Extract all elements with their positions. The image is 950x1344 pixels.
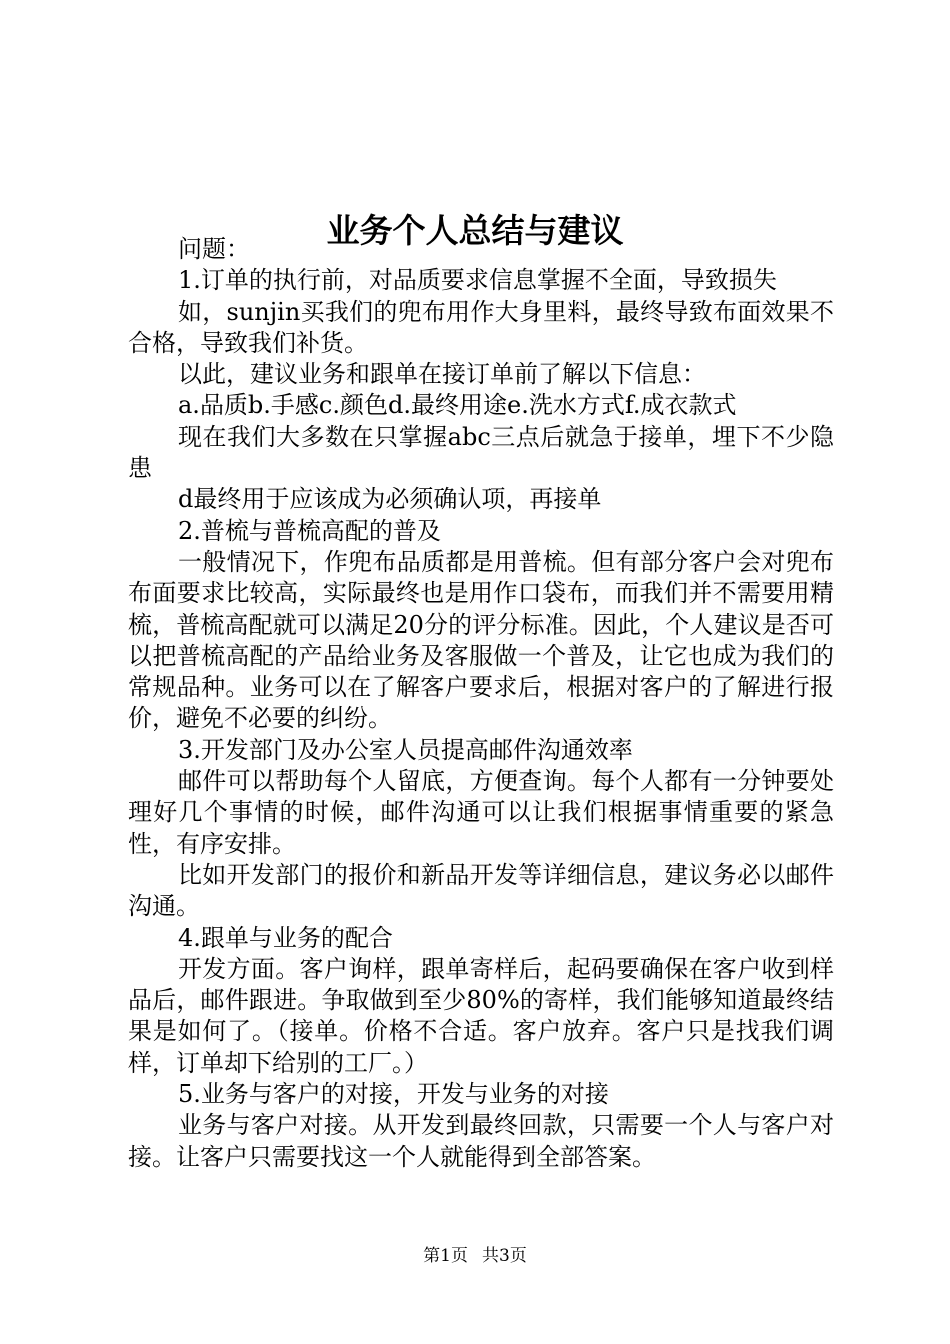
paragraph: 邮件可以帮助每个人留底，方便查询。每个人都有一分钟要处理好几个事情的时候，邮件沟通可以让我们根据事情重要的紧急性，有序安排。 <box>128 767 834 858</box>
paragraph: 比如开发部门的报价和新品开发等详细信息，建议务必以邮件沟通。 <box>128 860 834 921</box>
paragraph: 一般情况下，作兜布品质都是用普梳。但有部分客户会对兜布布面要求比较高，实际最终也是用作口袋布，而我们并不需要用精梳，普梳高配就可以满足20分的评分标准。因此，个人建议是否可以把普梳高配的产品给业务及客服做一个普及，让它也成为我们的常规品种。业务可以在了解客户要求后，根据对客户的了解进行报价，避免不必要的纠纷。 <box>128 547 834 733</box>
section-heading: 3.开发部门及办公室人员提高邮件沟通效率 <box>178 735 633 764</box>
paragraph: a.品质b.手感c.颜色d.最终用途e.洗水方式f.成衣款式 <box>178 391 737 420</box>
paragraph: 业务与客户对接。从开发到最终回款，只需要一个人与客户对接。让客户只需要找这一个人就能得到全部答案。 <box>128 1111 834 1171</box>
section-heading: 4.跟单与业务的配合 <box>178 923 393 952</box>
page-number: 第1页 <box>423 1246 468 1266</box>
page-footer <box>0 1244 950 1268</box>
paragraph: 以此，建议业务和跟单在接订单前了解以下信息： <box>178 360 706 389</box>
paragraph: d最终用于应该成为必须确认项，再接单 <box>178 485 602 514</box>
paragraph: 开发方面。客户询样，跟单寄样后，起码要确保在客户收到样品后，邮件跟进。争取做到至少80%的寄样，我们能够知道最终结果是如何了。（接单。价格不合适。客户放弃。客户只是找我们调样，订单却下给别的工厂。） <box>128 954 834 1077</box>
section-heading: 2.普梳与普梳高配的普及 <box>178 516 441 545</box>
section-heading: 5.业务与客户的对接，开发与业务的对接 <box>178 1080 609 1109</box>
paragraph: 现在我们大多数在只掌握abc三点后就急于接单，埋下不少隐患 <box>128 422 834 483</box>
paragraph: 问题： <box>178 235 250 263</box>
page-total: 共3页 <box>482 1246 527 1266</box>
paragraph: 如，sunjin买我们的兜布用作大身里料，最终导致布面效果不合格，导致我们补货。 <box>128 297 834 357</box>
document-body <box>128 234 834 1173</box>
document-title: 业务个人总结与建议 <box>326 211 624 251</box>
paragraph: 1.订单的执行前，对品质要求信息掌握不全面，导致损失 <box>178 266 777 295</box>
